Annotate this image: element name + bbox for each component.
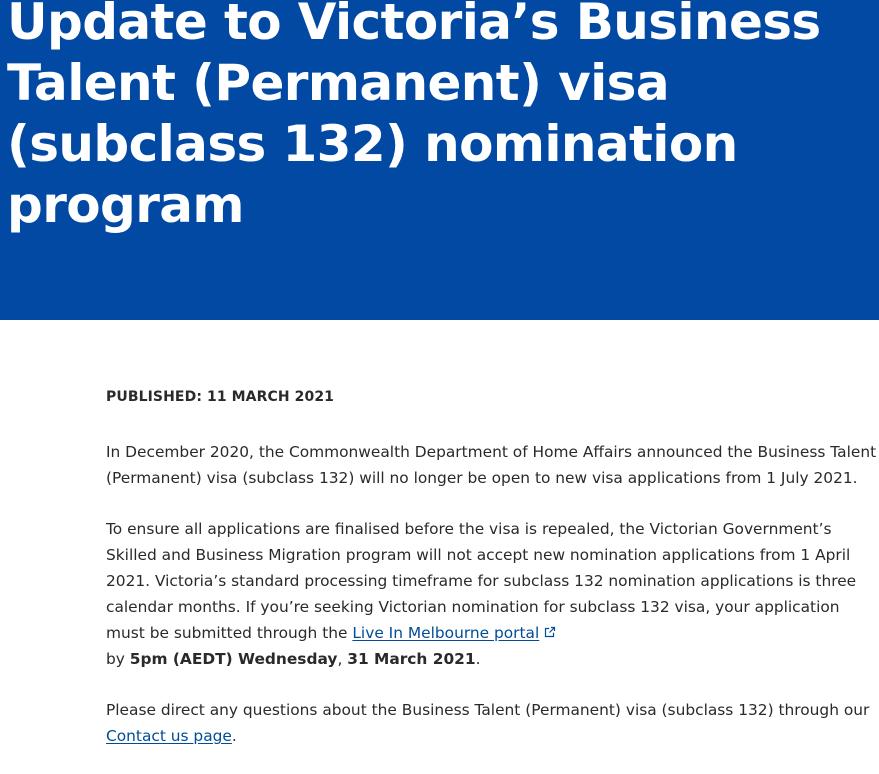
period-text: . xyxy=(475,650,481,668)
external-link-icon xyxy=(544,626,556,638)
page-title: Update to Victoria’s Business Talent (Permanent) visa (subclass 132) nomination program xyxy=(7,0,821,234)
paragraph-contact xyxy=(106,697,879,749)
paragraph-deadline-text: To ensure all applications are finalised before the visa is repealed, the Victorian Government’s Skilled and Business Migration program will not accept new nomination applications from 1 April 2021. Victoria’s standard processing timeframe for subclass 132 nomination applications is three calendar months. If you’re seeking Victorian nomination for subclass 132 visa, your application must be submitted through the xyxy=(106,520,857,642)
article-body xyxy=(106,382,879,774)
deadline-time: 5pm (AEDT) Wednesday xyxy=(129,650,338,668)
contact-us-link[interactable]: Contact us page xyxy=(106,727,232,745)
paragraph-intro: In December 2020, the Commonwealth Department of Home Affairs announced the Business Talent (Permanent) visa (subclass 132) will no longer be open to new visa applications from 1 July 2021. xyxy=(106,443,877,487)
live-in-melbourne-portal-link[interactable] xyxy=(352,624,556,642)
page-header-banner xyxy=(0,0,879,320)
by-text: by xyxy=(106,650,130,668)
deadline-date: 31 March 2021 xyxy=(347,650,476,668)
live-in-melbourne-portal-link-label: Live In Melbourne portal xyxy=(352,624,540,642)
contact-period-text: . xyxy=(231,727,237,745)
published-date: PUBLISHED: 11 MARCH 2021 xyxy=(106,389,335,405)
comma-text: , xyxy=(337,650,348,668)
paragraph-deadline xyxy=(106,516,879,672)
paragraph-contact-text: Please direct any questions about the Business Talent (Permanent) visa (subclass 132) through our xyxy=(106,701,870,719)
